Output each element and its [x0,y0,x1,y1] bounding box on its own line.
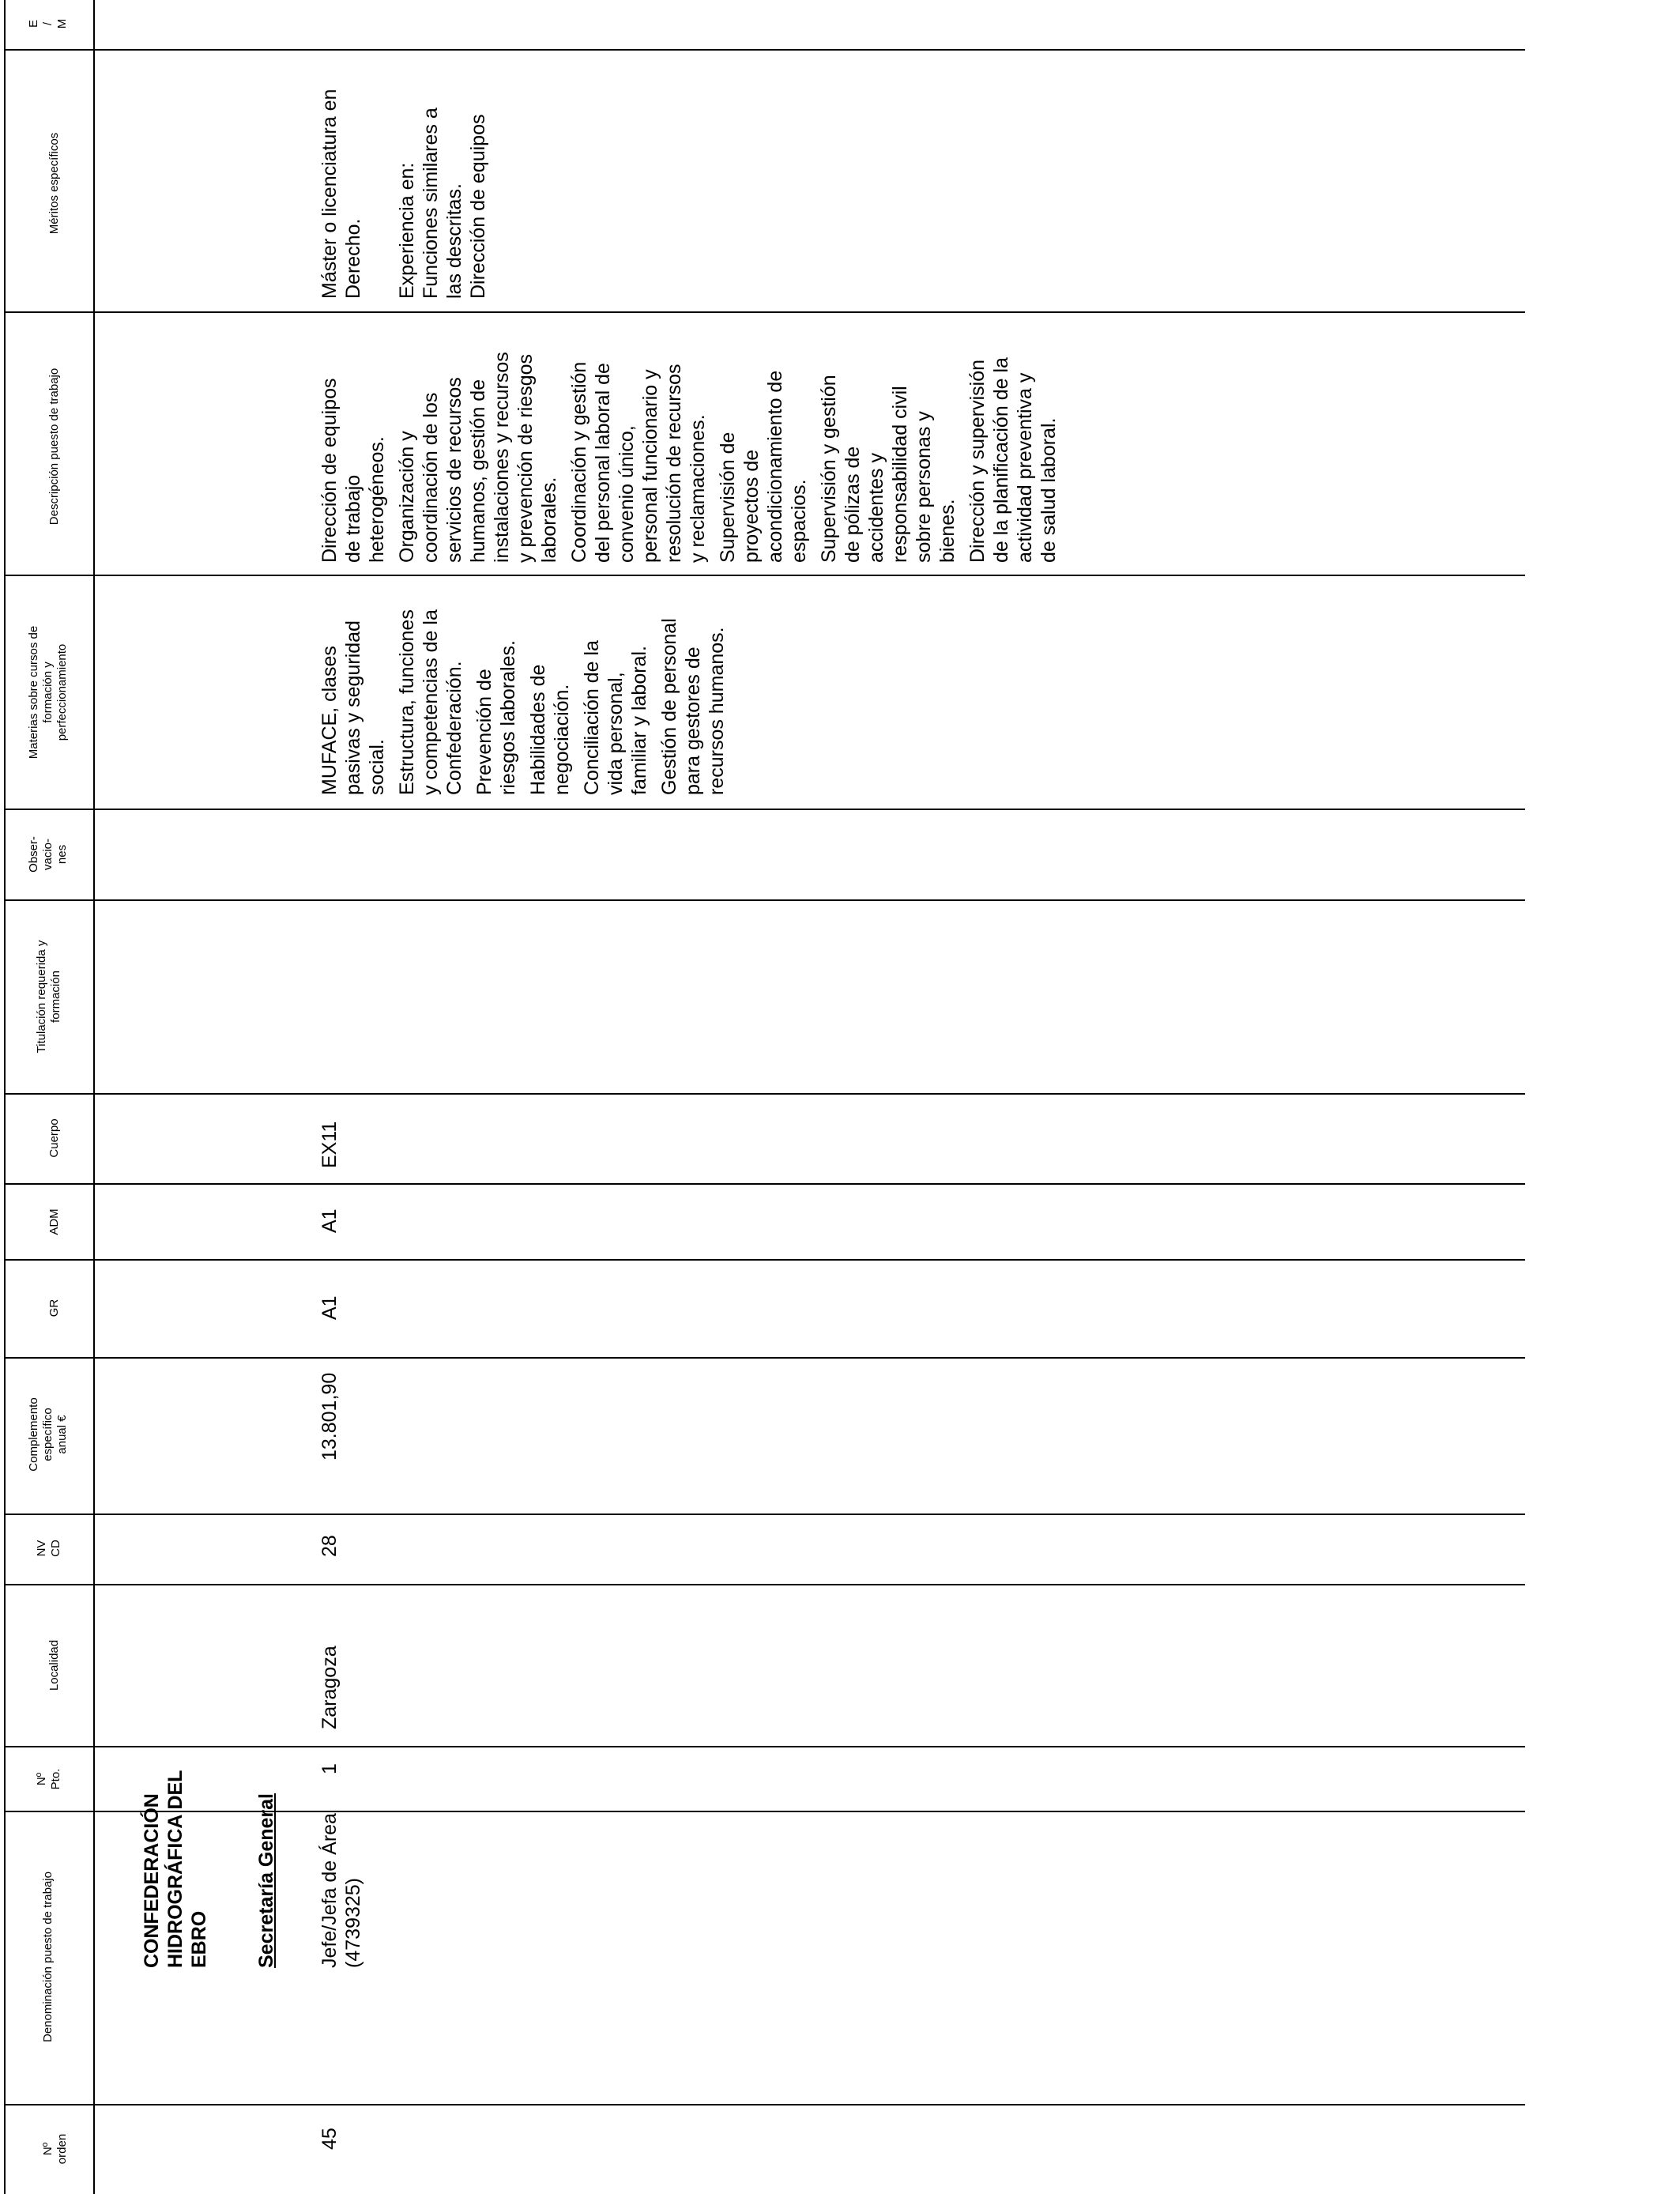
meritos-item: Funciones similares a las descritas. [420,107,465,299]
cell-gr: A1 [318,1295,341,1320]
cell-npto: 1 [318,1763,341,1774]
header-descripcion: Descripción puesto de trabajo [47,368,61,526]
rule [4,1259,1525,1261]
cell-adm: A1 [318,1208,341,1233]
header-em: E / M [27,18,69,29]
rule [4,49,1525,51]
organization-name: CONFEDERACIÓN HIDROGRÁFICA DEL EBRO [141,1770,210,1968]
materias-item: Conciliación de la vida personal, familiar y laboral. [581,640,650,795]
cell-localidad: Zaragoza [318,1646,341,1729]
rule [4,311,1525,313]
meritos-item: Dirección de equipos [467,114,489,299]
rule [4,1514,1525,1515]
header-materias: Materias sobre cursos de formación y perfeccionamiento [27,625,69,760]
header-adm: ADM [47,1208,61,1235]
cell-complemento: 13.801,90 [318,1372,341,1461]
header-npto: Nº Pto. [35,1768,62,1790]
header-titulacion: Titulación requerida y formación [35,940,62,1054]
header-localidad: Localidad [47,1639,61,1691]
rule [4,1357,1525,1359]
rule [4,1183,1525,1185]
rule [4,2104,1525,2105]
header-observaciones: Obser- vacio- nes [27,836,69,873]
materias-item: Gestión de personal para gestores de recursos humanos. [658,618,728,795]
descripcion-item: Dirección y supervisión de la planificación de la actividad preventiva y de salud laboral. [966,357,1060,563]
materias-item: Prevención de riesgos laborales. [473,640,519,795]
header-complemento: Complemento específico anual € [27,1397,69,1472]
materias-item: Habilidades de negociación. [527,664,573,795]
cell-cuerpo: EX11 [318,1121,341,1168]
materias-item: MUFACE, clases pasivas y seguridad social. [318,620,388,795]
rule [4,1811,1525,1812]
descripcion-item: Coordinación y gestión del personal laboral de convenio único, personal funcionario y resolución de recursos y reclamaciones. [568,361,709,563]
header-cuerpo: Cuerpo [47,1118,61,1158]
cell-meritos [318,62,496,299]
rule [4,1584,1525,1585]
header-denominacion: Denominación puesto de trabajo [41,1872,55,2042]
rule [4,809,1525,810]
header-orden: Nº orden [41,2133,69,2165]
materias-item: Estructura, funciones y competencias de la Confederación. [396,609,465,795]
rule [4,1746,1525,1747]
descripcion-item: Dirección de equipos de trabajo heterogéneos. [318,378,388,563]
rule [93,0,95,2194]
descripcion-item: Supervisión de proyectos de acondicionamiento de espacios. [717,370,810,563]
header-gr: GR [47,1299,61,1318]
descripcion-item: Organización y coordinación de los servicios de recursos humanos, gestión de instalaciones y recursos y prevención de riesgos laborales. [396,352,560,563]
meritos-item: Experiencia en: [396,162,418,299]
header-nvcd: NV CD [35,1540,62,1557]
rule [4,575,1525,576]
rule [4,0,6,2194]
rule [4,1093,1525,1095]
descripcion-item: Supervisión y gestión de pólizas de accidentes y responsabilidad civil sobre personas y bienes. [818,375,959,563]
meritos-item: Máster o licenciatura en Derecho. [318,89,364,299]
cell-orden: 45 [318,2128,341,2150]
cell-materias [318,566,735,795]
cell-denominacion: Jefe/Jefa de Área (4739325) [318,1813,364,1968]
header-meritos: Méritos específicos [47,132,61,235]
cell-nvcd: 28 [318,1535,341,1557]
cell-descripcion [318,326,1067,563]
rule [4,899,1525,901]
organization-unit: Secretaría General [255,1793,277,1968]
